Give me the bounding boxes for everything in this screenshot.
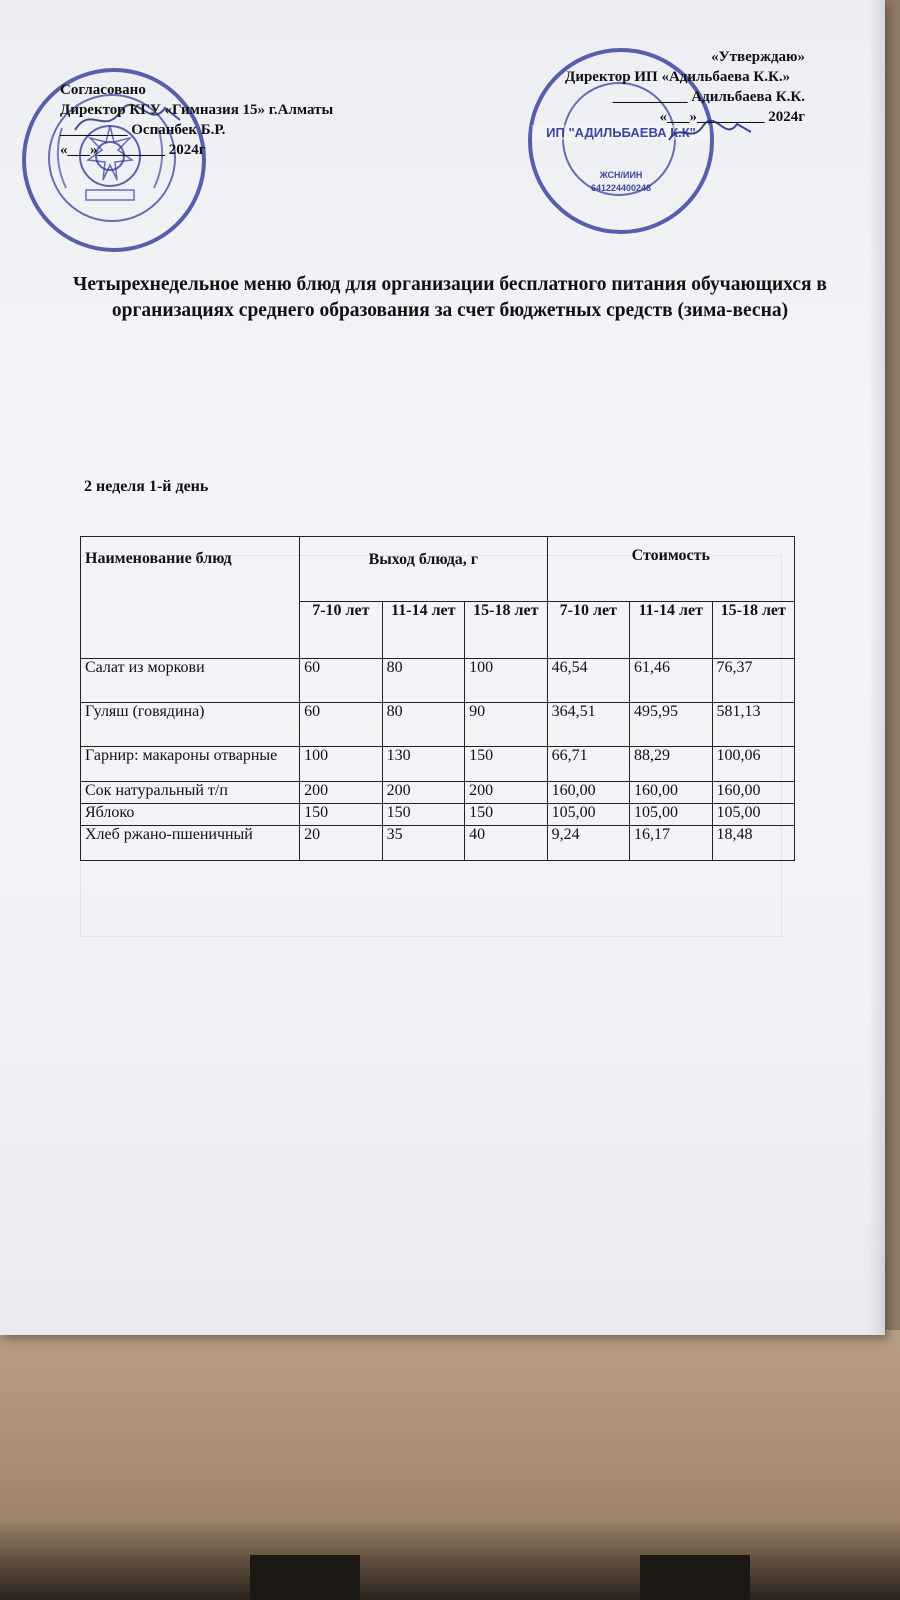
table-row xyxy=(81,703,795,747)
age-15-18-cost: 15-18 лет xyxy=(712,602,795,659)
week-day-label: 2 неделя 1-й день xyxy=(84,478,209,495)
director-line: Директор ИП «Адильбаева К.К.» xyxy=(565,69,791,85)
yield-15-18: 100 xyxy=(465,659,548,703)
col-cost: Стоимость xyxy=(547,537,794,602)
approve-label: «Утверждаю» xyxy=(711,49,805,65)
stamp-iin-number: 641224400248 xyxy=(590,183,652,193)
yield-11-14: 200 xyxy=(382,782,464,804)
yield-11-14: 130 xyxy=(382,747,464,782)
sheet-edge-shade xyxy=(869,0,885,1335)
cost-11-14: 160,00 xyxy=(630,782,712,804)
col-yield: Выход блюда, г xyxy=(300,537,547,602)
yield-11-14: 80 xyxy=(382,703,464,747)
cost-7-10: 66,71 xyxy=(547,747,629,782)
cost-7-10: 9,24 xyxy=(547,826,629,861)
dish-name: Салат из моркови xyxy=(81,659,300,703)
yield-15-18: 40 xyxy=(465,826,548,861)
yield-11-14: 150 xyxy=(382,804,464,826)
dish-name: Яблоко xyxy=(81,804,300,826)
floor-shadow xyxy=(0,1520,900,1600)
date-line: «___»_________ 2024г xyxy=(60,142,206,158)
age-11-14-cost: 11-14 лет xyxy=(630,602,712,659)
cost-15-18: 160,00 xyxy=(712,782,795,804)
document-title: Четырехнедельное меню блюд для организации бесплатного питания обучающихся в организациях среднего образования за счет бюджетных средств (зима-весна) xyxy=(73,274,827,321)
yield-7-10: 20 xyxy=(300,826,382,861)
approval-block-left xyxy=(60,80,333,160)
cost-11-14: 61,46 xyxy=(630,659,712,703)
approval-block-right xyxy=(565,47,805,127)
cost-11-14: 16,17 xyxy=(630,826,712,861)
signature-line: _________ Оспанбек Б.Р. xyxy=(60,122,226,138)
yield-11-14: 35 xyxy=(382,826,464,861)
table-row xyxy=(81,747,795,782)
cost-7-10: 105,00 xyxy=(547,804,629,826)
cost-7-10: 364,51 xyxy=(547,703,629,747)
agreed-label: Согласовано xyxy=(60,82,146,98)
dish-name: Гуляш (говядина) xyxy=(81,703,300,747)
table-row xyxy=(81,826,795,861)
table-row xyxy=(81,782,795,804)
cost-15-18: 76,37 xyxy=(712,659,795,703)
cost-11-14: 495,95 xyxy=(630,703,712,747)
chair-leg-shadow xyxy=(640,1555,750,1600)
dish-name: Гарнир: макароны отварные xyxy=(81,747,300,782)
cost-7-10: 160,00 xyxy=(547,782,629,804)
date-line: «___»_________ 2024г xyxy=(659,109,805,125)
stamp-company-name: ИП "АДИЛЬБАЕВА К.К" xyxy=(532,125,710,140)
table-header-row xyxy=(81,537,795,602)
cost-11-14: 105,00 xyxy=(630,804,712,826)
menu-table xyxy=(80,536,795,861)
director-line: Директор КГУ «Гимназия 15» г.Алматы xyxy=(60,102,334,118)
age-11-14-yield: 11-14 лет xyxy=(382,602,464,659)
yield-15-18: 150 xyxy=(465,747,548,782)
table-row xyxy=(81,659,795,703)
yield-7-10: 200 xyxy=(300,782,382,804)
cost-15-18: 581,13 xyxy=(712,703,795,747)
stamp-iin-label: ЖСН/ИИН xyxy=(599,170,643,180)
yield-15-18: 90 xyxy=(465,703,548,747)
age-7-10-cost: 7-10 лет xyxy=(547,602,629,659)
cost-15-18: 105,00 xyxy=(712,804,795,826)
age-15-18-yield: 15-18 лет xyxy=(465,602,548,659)
cost-15-18: 18,48 xyxy=(712,826,795,861)
table-row xyxy=(81,804,795,826)
yield-7-10: 60 xyxy=(300,703,382,747)
cost-15-18: 100,06 xyxy=(712,747,795,782)
dish-name: Сок натуральный т/п xyxy=(81,782,300,804)
yield-7-10: 100 xyxy=(300,747,382,782)
age-7-10-yield: 7-10 лет xyxy=(300,602,382,659)
yield-15-18: 200 xyxy=(465,782,548,804)
yield-7-10: 150 xyxy=(300,804,382,826)
yield-7-10: 60 xyxy=(300,659,382,703)
yield-15-18: 150 xyxy=(465,804,548,826)
chair-leg-shadow xyxy=(250,1555,360,1600)
col-dish-name: Наименование блюд xyxy=(81,537,300,659)
signature-right xyxy=(665,118,755,148)
cost-7-10: 46,54 xyxy=(547,659,629,703)
yield-11-14: 80 xyxy=(382,659,464,703)
signature-line: __________ Адильбаева К.К. xyxy=(612,89,805,105)
dish-name: Хлеб ржано-пшеничный xyxy=(81,826,300,861)
cost-11-14: 88,29 xyxy=(630,747,712,782)
